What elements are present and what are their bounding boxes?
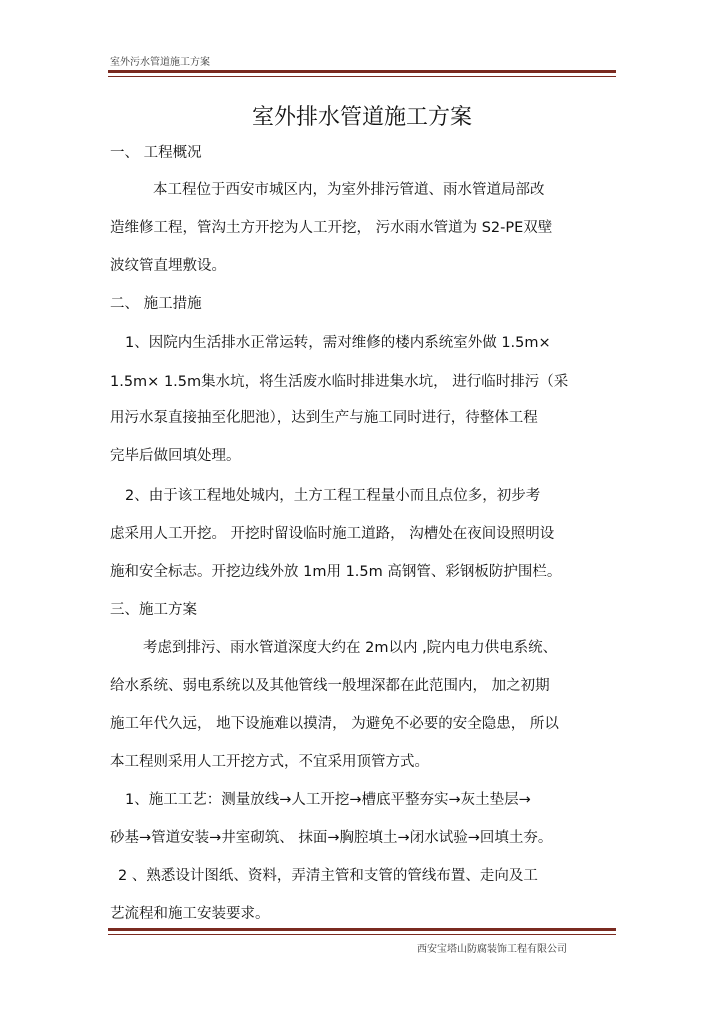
paragraph-line: 波纹管直埋敷设。 [110,258,226,274]
header-rule-thin [108,76,616,77]
paragraph-line: 本工程则采用人工开挖方式，不宜采用顶管方式。 [110,754,429,770]
section-heading-3: 三、施工方案 [110,602,197,618]
paragraph-line: 给水系统、弱电系统以及其他管线一般埋深都在此范围内， 加之初期 [110,678,550,694]
running-header-title: 室外污水管道施工方案 [110,57,210,68]
footer-rule-thin [108,934,616,935]
paragraph-line: 2 、熟悉设计图纸、资料，弄清主管和支管的管线布置、走向及工 [118,868,538,884]
paragraph-line: 虑采用人工开挖。 开挖时留设临时施工道路， 沟槽处在夜间设照明设 [110,526,555,542]
paragraph-line: 造维修工程，管沟土方开挖为人工开挖， 污水雨水管道为 S2-PE双壁 [110,220,553,236]
paragraph-line: 施工年代久远， 地下设施难以摸清， 为避免不必要的安全隐患， 所以 [110,716,559,732]
paragraph-line: 用污水泵直接抽至化肥池），达到生产与施工同时进行，待整体工程 [110,410,538,426]
paragraph-line: 考虑到排污、雨水管道深度大约在 2m以内 ,院内电力供电系统、 [143,640,558,656]
paragraph-line: 施和安全标志。开挖边线外放 1m用 1.5m 高钢管、彩钢板防护围栏。 [110,564,562,580]
footer-rule-thick [108,928,616,931]
section-heading-2: 二、 施工措施 [110,296,202,312]
paragraph-line: 完毕后做回填处理。 [110,448,241,464]
paragraph-line: 本工程位于西安市城区内，为室外排污管道、雨水管道局部改 [153,182,545,198]
paragraph-line: 1、因院内生活排水正常运转，需对维修的楼内系统室外做 1.5m× [125,335,551,351]
paragraph-line: 2、由于该工程地处城内，土方工程工程量小而且点位多，初步考 [125,488,541,504]
document-title: 室外排水管道施工方案 [251,105,472,130]
section-heading-1: 一、 工程概况 [110,145,202,161]
header-rule-thick [108,70,616,73]
paragraph-line: 1.5m× 1.5m集水坑，将生活废水临时排进集水坑， 进行临时排污（采 [110,374,569,390]
footer-company-name: 西安宝塔山防腐装饰工程有限公司 [417,944,567,955]
paragraph-line: 砂基→管道安装→井室砌筑、 抹面→胸腔填土→闭水试验→回填土夯。 [110,830,553,846]
paragraph-line: 1、施工工艺：测量放线→人工开挖→槽底平整夯实→灰土垫层→ [125,792,531,808]
paragraph-line: 艺流程和施工安装要求。 [110,906,270,922]
